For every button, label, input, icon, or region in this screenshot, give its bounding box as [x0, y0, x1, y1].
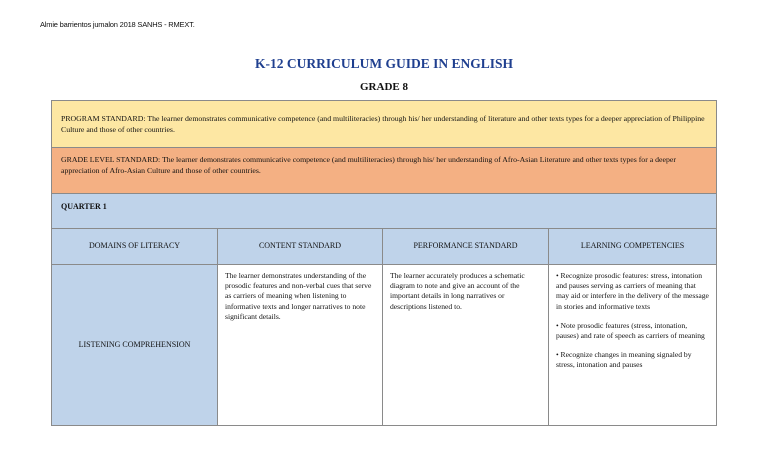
domain-cell: LISTENING COMPREHENSION — [52, 265, 218, 425]
competency-item: • Recognize changes in meaning signaled by stress, intonation and pauses — [556, 350, 692, 370]
table-header-row — [52, 229, 716, 265]
program-standard: PROGRAM STANDARD: The learner demonstrates communicative competence (and multiliteracies) through his/ her understanding of literature and other texts types for a deeper appreciation of Philippine Culture and those of other countries. — [52, 101, 716, 148]
author-line: Almie barrientos jumalon 2018 SANHS - RMEXT. — [40, 20, 195, 29]
column-header: DOMAINS OF LITERACY — [52, 229, 218, 264]
column-header: LEARNING COMPETENCIES — [549, 229, 716, 264]
competency-item: • Recognize prosodic features: stress, intonation and pauses serving as carriers of meaning that may aid or interfere in the delivery of the message in stories and informative texts — [556, 271, 709, 311]
quarter-label: QUARTER 1 — [52, 194, 716, 229]
column-header: PERFORMANCE STANDARD — [383, 229, 549, 264]
learning-competencies-cell — [549, 265, 716, 425]
competency-item: • Note prosodic features (stress, intonation, pauses) and rate of speech as carriers of meaning — [556, 320, 705, 341]
grade-level-standard: GRADE LEVEL STANDARD: The learner demonstrates communicative competence (and multiliteracies) through his/ her understanding of Afro-Asian Literature and other texts types for a deeper appreciation of Afro-Asian Culture and those of other countries. — [52, 148, 716, 194]
table-row — [52, 265, 716, 425]
performance-standard-cell: The learner accurately produces a schematic diagram to note and give an account of the important details in long narratives or descriptions listened to. — [383, 265, 549, 425]
grade-heading: GRADE 8 — [360, 81, 408, 93]
content-standard-cell: The learner demonstrates understanding of the prosodic features and non-verbal cues that serve as carriers of meaning when listening to informative texts and longer narratives to note significant details. — [218, 265, 383, 425]
curriculum-table — [51, 100, 717, 426]
column-header: CONTENT STANDARD — [218, 229, 383, 264]
document-title: K-12 CURRICULUM GUIDE IN ENGLISH — [254, 56, 514, 71]
